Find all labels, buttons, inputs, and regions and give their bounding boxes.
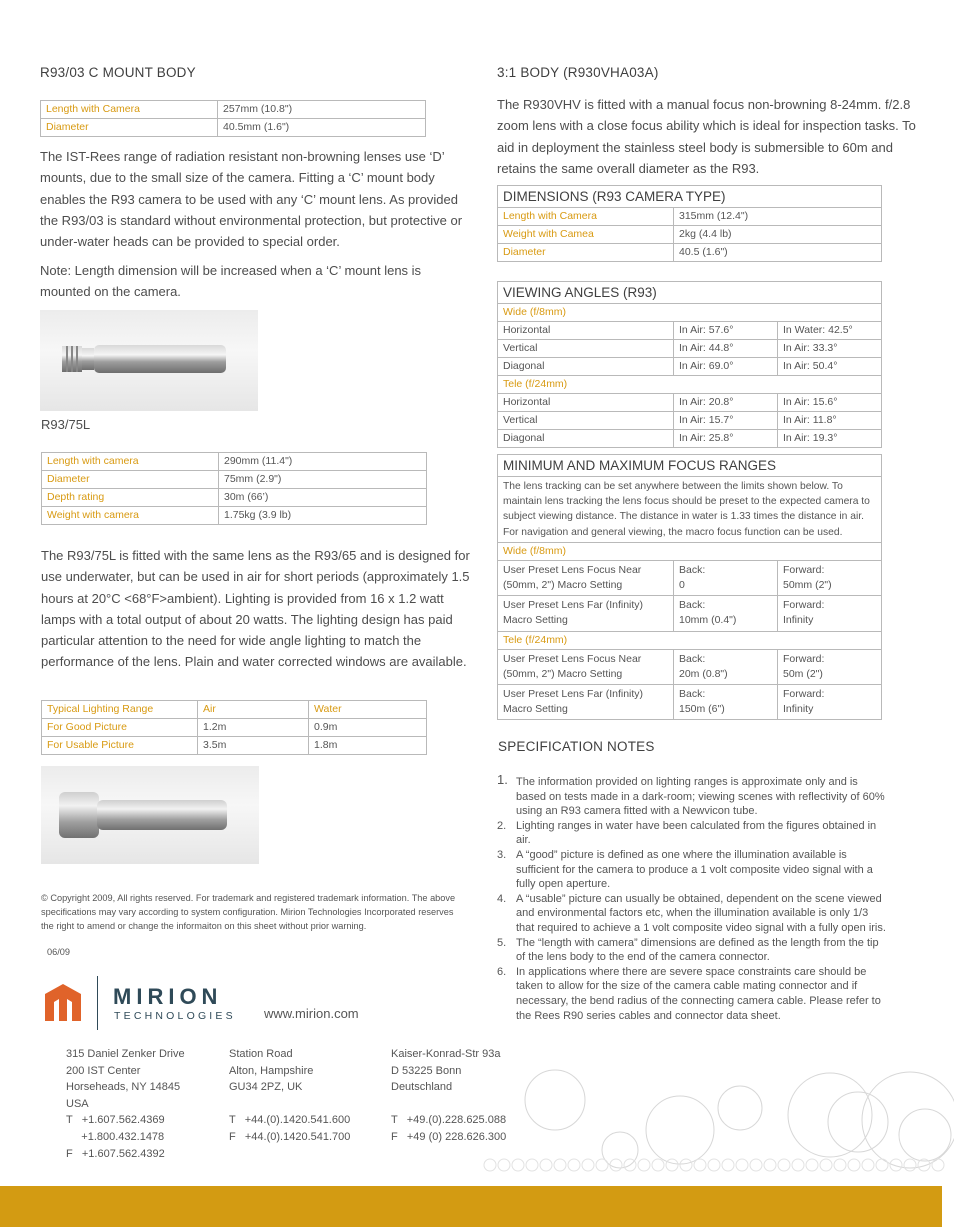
focus-forward-label: Forward: <box>783 652 825 665</box>
list-item <box>497 892 889 936</box>
spec-label: Diameter <box>41 119 218 137</box>
mirion-logo-icon <box>43 983 83 1023</box>
section-title-c-mount: R93/03 C MOUNT BODY <box>40 65 196 80</box>
spec-label: Depth rating <box>42 489 219 507</box>
lighting-value: 0.9m <box>309 719 427 737</box>
phone-line: T +49.(0).228.625.088 <box>391 1114 507 1127</box>
table-row <box>498 560 882 595</box>
r93-75l-spec-table <box>41 452 427 525</box>
lighting-value: 1.2m <box>198 719 309 737</box>
address-line: USA <box>66 1097 89 1110</box>
phone-line: T +1.607.562.4369 <box>66 1114 165 1127</box>
fax-line: F +49 (0) 228.626.300 <box>391 1130 507 1143</box>
table-row <box>498 477 882 543</box>
address-line <box>229 1096 389 1113</box>
angle-air: In Air: 44.8° <box>674 340 778 358</box>
angle-water: In Air: 33.3° <box>778 340 882 358</box>
spec-label: Diameter <box>498 244 674 262</box>
angle-water: In Air: 15.6° <box>778 394 882 412</box>
table-row <box>42 453 427 471</box>
r93-75l-description: The R93/75L is fitted with the same lens as the R93/65 and is designed for use underwater, but can be used in air for short periods (approximately 1.5 hours at 20°C <68°F>ambient). Lighting is provided from 16 x 1.2 watt lamps with a total output of about 20 watts. The lighting design has paid particular attention to the need for wide angle lighting to match the performance of the lens. Plain and water corrected windows are available. <box>41 548 470 670</box>
r93-75l-caption: R93/75L <box>41 417 91 432</box>
angle-air: In Air: 57.6° <box>674 322 778 340</box>
body-description: The R930VHV is fitted with a manual focus non-browning 8-24mm. f/2.8 zoom lens with a close focus ability which is ideal for inspection tasks. To aid in deployment the stainless steel body is submersible to 60m and retains the same overall diameter as the R93. <box>497 97 916 176</box>
table-row <box>498 394 882 412</box>
focus-back-label: Back: <box>679 563 706 576</box>
table-row <box>498 649 882 684</box>
spec-label: Length with camera <box>42 453 219 471</box>
spec-label: Weight with camera <box>42 507 219 525</box>
angle-axis: Horizontal <box>498 322 674 340</box>
lighting-label: For Good Picture <box>42 719 198 737</box>
lighting-value: 1.8m <box>309 737 427 755</box>
note-text: A “usable” picture can usually be obtained, dependent on the scene viewed and environmental factors etc, when the illumination available is only 1/3 that required to achieve a 1 volt composite video signal with a fully open iris. <box>516 892 886 934</box>
angle-air: In Air: 25.8° <box>674 430 778 448</box>
list-item <box>497 819 889 848</box>
website-link[interactable]: www.mirion.com <box>264 1006 359 1021</box>
table-row <box>498 455 882 477</box>
focus-forward <box>778 596 882 631</box>
group-label: Wide (f/8mm) <box>498 542 882 560</box>
focus-back-label: Back: <box>679 688 706 701</box>
focus-forward <box>778 560 882 595</box>
focus-ranges-table <box>497 454 882 720</box>
address-line: GU34 2PZ, UK <box>229 1081 303 1094</box>
underwater-camera-image <box>41 766 259 864</box>
note-text: A “good” picture is defined as one where the illumination available is sufficient for the camera to produce a 1 volt composite video signal with a fully open aperture. <box>516 848 873 891</box>
address-line: D 53225 Bonn <box>391 1064 462 1077</box>
note-number: 1. <box>497 772 508 787</box>
spec-value: 1.75kg (3.9 lb) <box>219 507 427 525</box>
address-line: Horseheads, NY 14845 <box>66 1081 181 1094</box>
copyright-notice: © Copyright 2009, All rights reserved. For trademark and registered trademark information. The above specifications may vary according to system configuration. Mirion Technologies Incorporated reserves the right to amend or change the informaiton on this sheet without prior warning. <box>41 893 456 931</box>
focus-back <box>674 649 778 684</box>
spec-value: 315mm (12.4") <box>674 208 882 226</box>
table-row <box>498 208 882 226</box>
spec-label: Length with Camera <box>498 208 674 226</box>
angle-axis: Vertical <box>498 340 674 358</box>
phone-line: T +44.(0).1420.541.600 <box>229 1114 351 1127</box>
angle-air: In Air: 20.8° <box>674 394 778 412</box>
r93-75l-camera-photo <box>41 766 259 864</box>
angle-air: In Air: 15.7° <box>674 412 778 430</box>
logo-divider <box>97 976 98 1030</box>
angle-air: In Air: 69.0° <box>674 358 778 376</box>
note-number: 5. <box>497 936 507 949</box>
spec-value: 290mm (11.4") <box>219 453 427 471</box>
spec-label: Weight with Camea <box>498 226 674 244</box>
table-row <box>42 507 427 525</box>
table-row <box>498 430 882 448</box>
focus-setting: User Preset Lens Focus Near (50mm, 2") Macro Setting <box>498 560 674 595</box>
decorative-circle-pattern <box>470 1060 954 1185</box>
focus-back-label: Back: <box>679 652 706 665</box>
spec-value: 257mm (10.8") <box>218 101 426 119</box>
address-line: 200 IST Center <box>66 1064 141 1077</box>
note-text: In applications where there are severe space constraints care should be taken to allow for the size of the camera cable mating connector and if necessary, the bend radius of the connecting camera cable. Please refer to the Rees R90 series cables and connector data sheet. <box>516 965 881 1022</box>
c-mount-spec-table <box>40 100 426 137</box>
table-row <box>498 340 882 358</box>
address-line: Station Road <box>229 1048 293 1060</box>
focus-forward-label: Forward: <box>783 563 825 576</box>
lighting-header: Water <box>309 701 427 719</box>
list-item <box>497 772 889 819</box>
angle-water: In Water: 42.5° <box>778 322 882 340</box>
focus-ranges-title: MINIMUM AND MAXIMUM FOCUS RANGES <box>498 455 882 477</box>
lighting-label: For Usable Picture <box>42 737 198 755</box>
address-line: Alton, Hampshire <box>229 1064 314 1077</box>
c-mount-camera-photo <box>40 310 258 411</box>
focus-forward-value: Infinity <box>783 614 814 627</box>
note-number: 4. <box>497 892 507 905</box>
lighting-value: 3.5m <box>198 737 309 755</box>
group-label: Tele (f/24mm) <box>498 376 882 394</box>
table-row <box>498 186 882 208</box>
group-label: Wide (f/8mm) <box>498 304 882 322</box>
viewing-angles-table <box>497 281 882 448</box>
angle-water: In Air: 11.8° <box>778 412 882 430</box>
note-text: The information provided on lighting ranges is approximate only and is based on tests made in a dark-room; viewing scenes with reflectivity of 60% using an R93 camera fitted with a Newvicon tube. <box>516 776 885 818</box>
lighting-header: Typical Lighting Range <box>42 701 198 719</box>
table-row <box>498 685 882 720</box>
angle-axis: Diagonal <box>498 430 674 448</box>
focus-back-value: 150m (6") <box>679 703 725 716</box>
footer-bar <box>0 1186 942 1227</box>
table-row <box>42 719 427 737</box>
note-number: 3. <box>497 848 507 861</box>
angle-water: In Air: 50.4° <box>778 358 882 376</box>
phone-line: +1.800.432.1478 <box>66 1130 165 1143</box>
angle-water: In Air: 19.3° <box>778 430 882 448</box>
table-row <box>498 542 882 560</box>
list-item <box>497 965 889 1023</box>
focus-forward-label: Forward: <box>783 599 825 612</box>
dimensions-title: DIMENSIONS (R93 CAMERA TYPE) <box>498 186 882 208</box>
c-mount-description: The IST-Rees range of radiation resistant non-browning lenses use ‘D’ mounts, due to the small size of the camera. Fitting a ‘C’ mount body enables the R93 camera to be used with any ‘C’ mount lens. As provided the R93/03 is standard without environmental protection, but protective or under-water heads can be provided to special order. <box>40 149 463 250</box>
section-title-3-1-body: 3:1 BODY (R930VHA03A) <box>497 65 659 80</box>
spec-value: 30m (66’) <box>219 489 427 507</box>
table-row <box>42 701 427 719</box>
focus-back <box>674 685 778 720</box>
focus-back <box>674 596 778 631</box>
table-row <box>498 322 882 340</box>
lighting-range-table <box>41 700 427 755</box>
focus-description: The lens tracking can be set anywhere between the limits shown below. To maintain lens tracking the lens focus should be preset to the expected camera to subject viewing distance. The distance in water is 1.33 times the distance in air. For navigation and general viewing, the macro focus function can be used. <box>498 477 882 543</box>
c-mount-note: Note: Length dimension will be increased when a ‘C’ mount lens is mounted on the camera. <box>40 263 422 300</box>
lighting-header: Air <box>198 701 309 719</box>
focus-back-value: 0 <box>679 579 685 592</box>
dimensions-table <box>497 185 882 262</box>
focus-forward-value: 50m (2") <box>783 667 823 680</box>
revision-date: 06/09 <box>47 947 70 957</box>
specification-notes-title: SPECIFICATION NOTES <box>498 739 655 754</box>
address-usa <box>66 1046 226 1162</box>
table-row <box>42 471 427 489</box>
specification-notes-list <box>497 772 889 1023</box>
table-row <box>498 631 882 649</box>
list-item <box>497 936 889 965</box>
angle-axis: Vertical <box>498 412 674 430</box>
spec-value: 75mm (2.9") <box>219 471 427 489</box>
focus-back-value: 20m (0.8") <box>679 667 728 680</box>
note-number: 6. <box>497 965 507 978</box>
fax-line: F +44.(0).1420.541.700 <box>229 1130 351 1143</box>
table-row <box>498 596 882 631</box>
table-row <box>498 304 882 322</box>
address-line: Kaiser-Konrad-Str 93a <box>391 1048 501 1060</box>
list-item <box>497 848 889 892</box>
focus-back-label: Back: <box>679 599 706 612</box>
table-row <box>498 358 882 376</box>
focus-forward <box>778 649 882 684</box>
focus-forward <box>778 685 882 720</box>
focus-setting: User Preset Lens Focus Near (50mm, 2") Macro Setting <box>498 649 674 684</box>
logo-subtitle: TECHNOLOGIES <box>114 1010 236 1022</box>
focus-setting: User Preset Lens Far (Infinity) Macro Setting <box>498 596 674 631</box>
spec-value: 40.5mm (1.6") <box>218 119 426 137</box>
table-row <box>42 737 427 755</box>
spec-label: Diameter <box>42 471 219 489</box>
address-line: Deutschland <box>391 1081 453 1094</box>
table-row <box>498 376 882 394</box>
address-line: 315 Daniel Zenker Drive <box>66 1048 185 1060</box>
viewing-angles-title: VIEWING ANGLES (R93) <box>498 282 882 304</box>
table-row <box>498 226 882 244</box>
table-row <box>498 412 882 430</box>
table-row <box>498 244 882 262</box>
focus-forward-value: Infinity <box>783 703 814 716</box>
camera-body-image <box>40 310 258 411</box>
focus-back <box>674 560 778 595</box>
spec-value: 2kg (4.4 lb) <box>674 226 882 244</box>
note-text: Lighting ranges in water have been calculated from the figures obtained in air. <box>516 819 877 847</box>
table-row <box>42 489 427 507</box>
spec-label: Length with Camera <box>41 101 218 119</box>
focus-forward-value: 50mm (2") <box>783 579 832 592</box>
fax-line: F +1.607.562.4392 <box>66 1147 165 1160</box>
focus-forward-label: Forward: <box>783 688 825 701</box>
note-text: The “length with camera” dimensions are defined as the length from the tip of the lens body to the end of the camera connector. <box>516 936 879 964</box>
table-row <box>41 101 426 119</box>
angle-axis: Diagonal <box>498 358 674 376</box>
table-row <box>498 282 882 304</box>
focus-setting: User Preset Lens Far (Infinity) Macro Setting <box>498 685 674 720</box>
note-number: 2. <box>497 819 507 832</box>
group-label: Tele (f/24mm) <box>498 631 882 649</box>
logo-wordmark: MIRION <box>113 984 223 1009</box>
focus-back-value: 10mm (0.4") <box>679 614 737 627</box>
spec-value: 40.5 (1.6") <box>674 244 882 262</box>
address-uk <box>229 1046 389 1146</box>
angle-axis: Horizontal <box>498 394 674 412</box>
table-row <box>41 119 426 137</box>
